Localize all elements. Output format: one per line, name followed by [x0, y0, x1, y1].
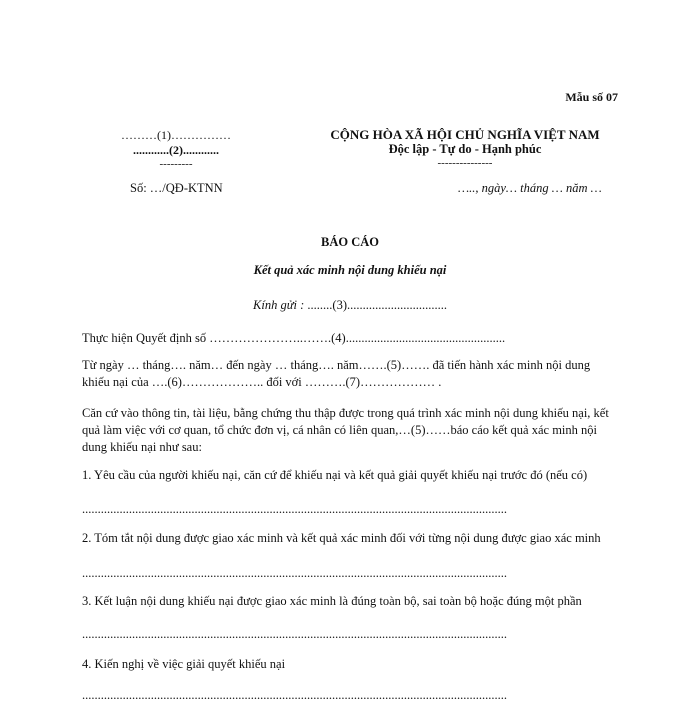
recipient-label: Kính gửi :: [253, 298, 305, 312]
recipient-placeholder: ........(3)................................: [304, 298, 447, 312]
recipient-line: [0, 298, 700, 313]
section-1-text: 1. Yêu cầu của người khiếu nại, căn cứ để khiếu nại và kết quả giải quyết khiếu nại trước đó (nếu có): [82, 468, 588, 482]
section-2-heading: [82, 530, 630, 547]
basis-paragraph: [82, 405, 630, 456]
section-3-fill-line: [82, 626, 630, 643]
report-title: BÁO CÁO: [321, 235, 379, 249]
section-1-fill-line: [82, 501, 630, 518]
issuing-agency-placeholder: ............(2)............: [133, 143, 219, 157]
basis-line-1: Căn cứ vào thông tin, tài liệu, bằng chứng thu thập được trong quá trình xác minh nội dung khiếu nại, kết: [82, 406, 609, 420]
section-2-text: 2. Tóm tắt nội dung được giao xác minh và kết quả xác minh đối với từng nội dung được giao xác minh: [82, 531, 601, 545]
section-3-dots: ........................................................................................................................................: [82, 627, 507, 641]
national-title-block: [300, 127, 630, 169]
basis-line-3: dung khiếu nại như sau:: [82, 440, 202, 454]
document-number: Số: …/QĐ-KTNN: [130, 181, 223, 195]
section-4-dots: ........................................................................................................................................: [82, 688, 507, 702]
agency-underline: ---------: [159, 158, 193, 170]
basis-line-2: quả làm việc với cơ quan, tổ chức đơn vị, cá nhân có liên quan,…(5)……báo cáo kết quả xác minh nội: [82, 423, 597, 437]
verification-period-line-1: Từ ngày … tháng…. năm… đến ngày … tháng…. năm…….(5)……. đã tiến hành xác minh nội dung: [82, 358, 591, 372]
section-2-dots: ........................................................................................................................................: [82, 566, 507, 580]
section-3-text: 3. Kết luận nội dung khiếu nại được giao xác minh là đúng toàn bộ, sai toàn bộ hoặc đúng một phần: [82, 594, 582, 608]
motto-underline: ---------------: [437, 157, 493, 169]
place-and-date: [458, 181, 602, 196]
section-2-fill-line: [82, 565, 630, 582]
decision-paragraph: [82, 330, 630, 347]
country-name: CỘNG HÒA XÃ HỘI CHỦ NGHĨA VIỆT NAM: [330, 127, 600, 142]
place-date-text: ….., ngày… tháng … năm …: [458, 181, 602, 195]
superior-agency-placeholder: ………(1)……………: [121, 128, 231, 142]
form-number: Mẫu số 07: [565, 90, 618, 104]
section-4-heading: [82, 656, 630, 673]
verification-period-line-2: khiếu nại của ….(6)……………….. đối với ……….(7)……………… .: [82, 375, 442, 389]
section-3-heading: [82, 593, 630, 610]
report-subtitle: Kết quả xác minh nội dung khiếu nại: [253, 263, 447, 277]
decision-line: Thực hiện Quyết định số …………………..…….(4)...................................................: [82, 331, 506, 345]
issuing-agency-block: [108, 128, 244, 170]
section-1-dots: ........................................................................................................................................: [82, 502, 507, 516]
section-1-heading: [82, 467, 630, 484]
verification-period-paragraph: [82, 357, 630, 391]
national-motto: Độc lập - Tự do - Hạnh phúc: [388, 142, 542, 156]
section-4-fill-line: [82, 687, 630, 704]
section-4-text: 4. Kiến nghị về việc giải quyết khiếu nại: [82, 657, 286, 671]
